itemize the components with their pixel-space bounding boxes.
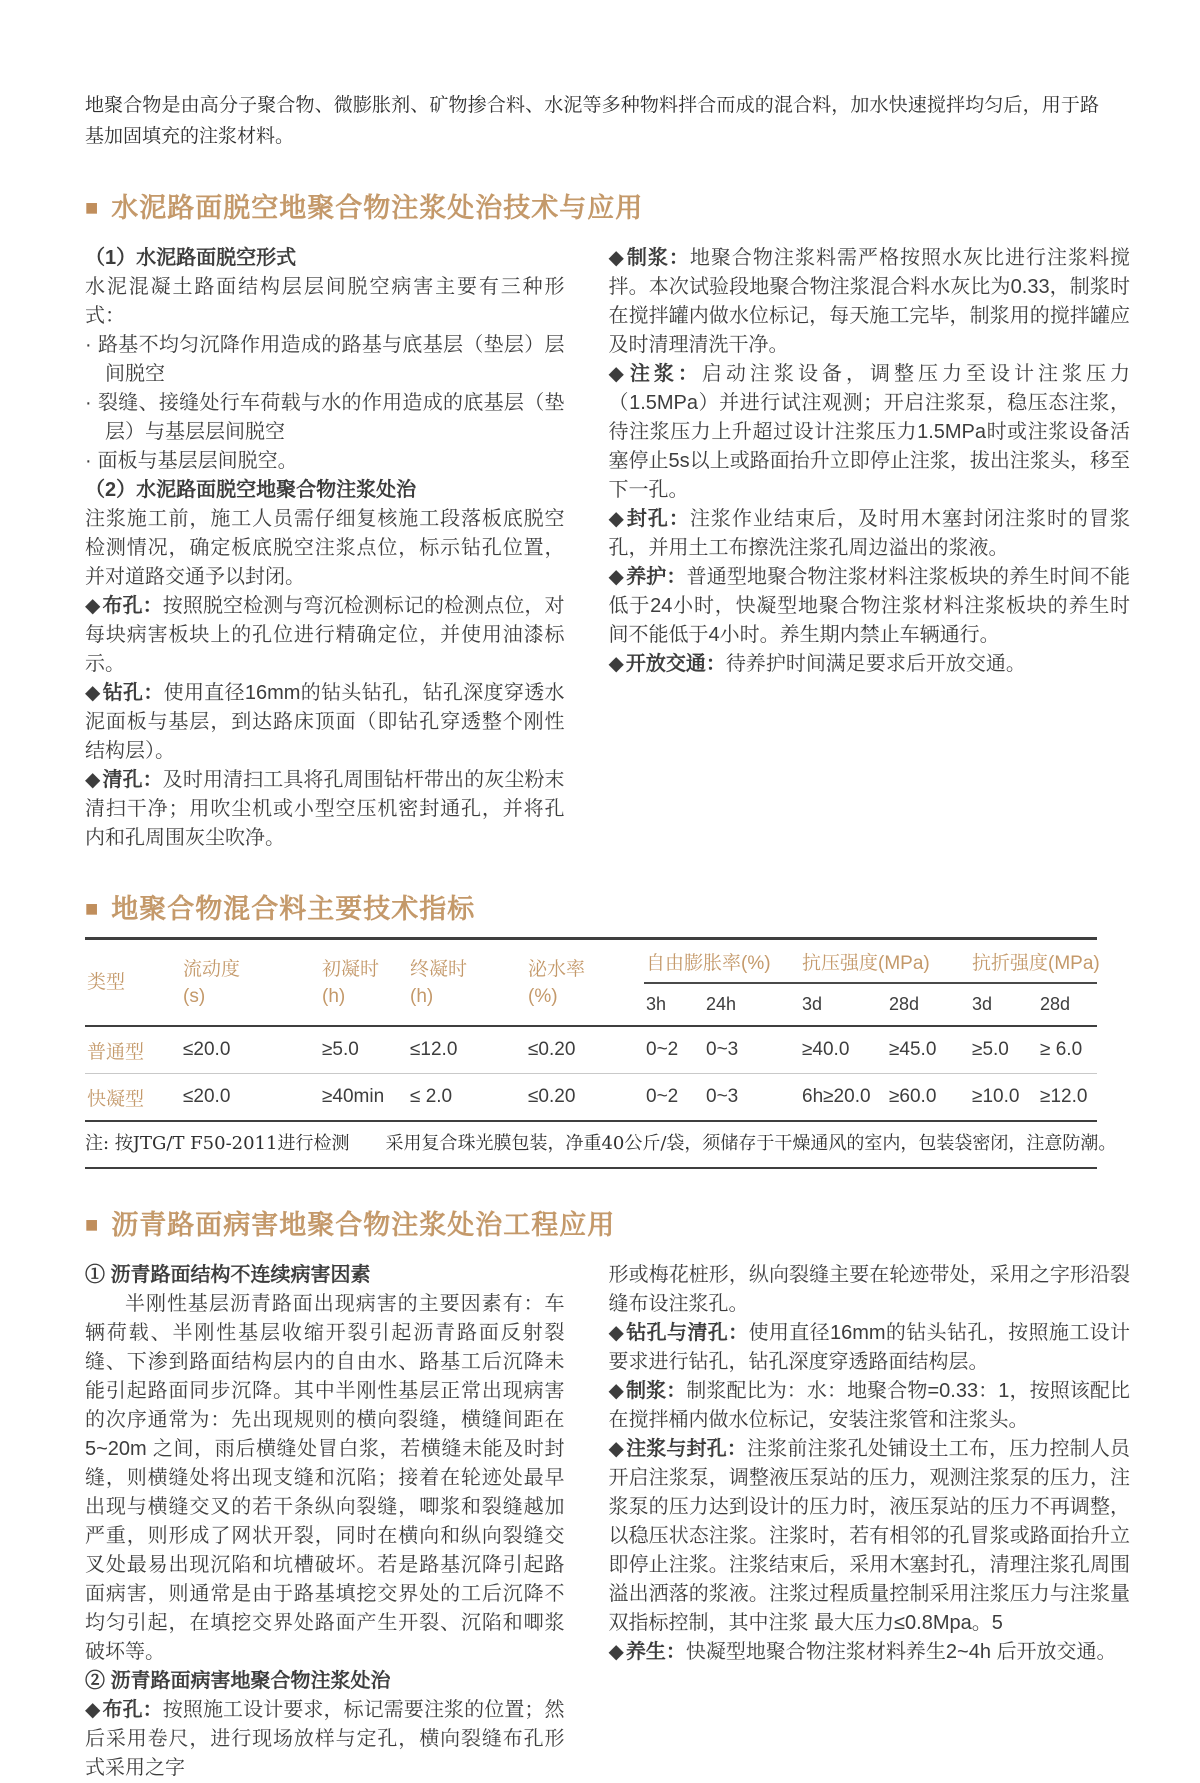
procedure-item — [85, 679, 565, 766]
section-title: 沥青路面病害地聚合物注浆处治工程应用 — [111, 1210, 616, 1240]
diamond-icon: ◆ — [608, 508, 625, 530]
procedure-text: 使用直径16mm的钻头钻孔，钻孔深度穿透水泥面板与基层，到达路床顶面（即钻孔穿透整个刚性结构层）。 — [85, 682, 565, 762]
procedure-label: 开放交通： — [625, 653, 726, 675]
diamond-icon: ◆ — [608, 1322, 625, 1344]
list-item-text: 裂缝、接缝处行车荷载与水的作用造成的底基层（垫层）与基层层间脱空 — [97, 392, 565, 443]
procedure-item — [609, 505, 1130, 563]
diamond-icon: ◆ — [608, 247, 625, 269]
procedure-text: 按照脱空检测与弯沉检测标记的检测点位，对每块病害板块上的孔位进行精确定位，并使用油漆标示。 — [85, 595, 565, 675]
table-cell: 0~2 — [644, 1026, 704, 1074]
diamond-icon: ◆ — [85, 595, 101, 617]
procedure-item — [609, 1319, 1130, 1377]
list-item-text: 路基不均匀沉降作用造成的路基与底基层（垫层）层间脱空 — [97, 334, 565, 385]
procedure-item — [609, 244, 1130, 360]
table-note: 注: 按JTG/T F50-2011进行检测 采用复合珠光膜包装，净重40公斤/袋，须储存于干燥通风的室内，包装袋密闭，注意防潮。 — [85, 1122, 1097, 1169]
spec-table-block — [85, 937, 1117, 1169]
section-title: 水泥路面脱空地聚合物注浆处治技术与应用 — [111, 193, 644, 223]
procedure-text: 按照施工设计要求，标记需要注浆的位置；然后采用卷尺，进行现场放样与定孔，横向裂缝布孔形式采用之字 — [85, 1699, 565, 1779]
subheading-distress-factors: ① 沥青路面结构不连续病害因素 — [85, 1264, 371, 1286]
table-cell: ≥5.0 — [320, 1026, 408, 1074]
procedure-item — [609, 360, 1130, 505]
procedure-label: 养生： — [625, 1641, 686, 1663]
procedure-label: 制浆： — [626, 247, 690, 269]
intro-paragraph: 地聚合物是由高分子聚合物、微膨胀剂、矿物掺合料、水泥等多种物料拌合而成的混合料，加水快速搅拌均匀后，用于路基加固填充的注浆材料。 — [85, 94, 1099, 147]
diamond-icon: ◆ — [608, 566, 625, 588]
diamond-icon: ◆ — [608, 363, 628, 385]
procedure-item — [609, 1435, 1130, 1638]
table-cell: ≤0.20 — [526, 1026, 644, 1074]
diamond-icon: ◆ — [608, 653, 624, 675]
procedure-item — [609, 1638, 1130, 1667]
table-cell: ≥12.0 — [1038, 1074, 1097, 1122]
section1-left-column — [85, 244, 565, 853]
square-bullet-icon: ■ — [85, 1212, 100, 1237]
diamond-icon: ◆ — [85, 1699, 101, 1721]
table-cell: ≥40.0 — [800, 1026, 887, 1074]
table-cell: ≤0.20 — [526, 1074, 644, 1122]
subheading-asphalt-grouting: ② 沥青路面病害地聚合物注浆处治 — [85, 1670, 391, 1692]
procedure-label: 封孔： — [626, 508, 690, 530]
procedure-text: 注浆前注浆孔处铺设土工布，压力控制人员开启注浆泵，调整液压泵站的压力，观测注浆泵的压力，注浆泵的压力达到设计的压力时，液压泵站的压力不再调整，以稳压状态注浆。注浆时，若有相邻的孔冒浆或路面抬升立即停止注浆。注浆结束后，采用木塞封孔，清理注浆孔周围溢出洒落的浆液。注浆过程质量控制采用注浆压力与注浆量双指标控制，其中注浆 最大压力≤0.8Mpa。5 — [608, 1438, 1130, 1634]
table-group-header: 抗压强度(MPa) — [800, 939, 970, 984]
diamond-icon: ◆ — [608, 1438, 625, 1460]
section1-right-column — [609, 244, 1130, 853]
table-cell: ≤ 2.0 — [408, 1074, 526, 1122]
procedure-item — [609, 563, 1130, 650]
table-group-header: 自由膨胀率(%) — [644, 939, 800, 984]
row-type-cell: 普通型 — [85, 1026, 181, 1074]
table-cell: ≥10.0 — [970, 1074, 1038, 1122]
table-subheader-cell: 28d — [1038, 983, 1097, 1026]
table-subheader-cell: 28d — [887, 983, 970, 1026]
diamond-icon: ◆ — [608, 1641, 624, 1663]
procedure-label: 清孔： — [102, 769, 163, 791]
paragraph: 半刚性基层沥青路面出现病害的主要因素有：车辆荷载、半刚性基层收缩开裂引起沥青路面反射裂缝、下渗到路面结构层内的自由水、路基工后沉降未能引起路面同步沉降。其中半刚性基层正常出现病害的次序通常为：先出现规则的横向裂缝，横缝间距在 5~20m 之间，雨后横缝处冒白浆，若横缝未能及时封缝，则横缝处将出现支缝和沉陷；接着在轮迹处最早出现与横缝交叉的若干条纵向裂缝，唧浆和裂缝越加严重，则形成了网状开裂，同时在横向和纵向裂缝交叉处最易出现沉陷和坑槽破坏。若是路基沉降引起路面病害，则通常是由于路基填挖交界处的工后沉降不均匀引起，在填挖交界处路面产生开裂、沉陷和唧浆破坏等。 — [85, 1293, 565, 1663]
dot-bullet-icon: · — [85, 392, 92, 414]
table-subheader-cell: 24h — [704, 983, 800, 1026]
procedure-label: 布孔： — [102, 595, 163, 617]
table-cell: ≤12.0 — [408, 1026, 526, 1074]
table-cell: ≥ 6.0 — [1038, 1026, 1097, 1074]
table-header-cell: 泌水率 (%) — [526, 939, 644, 1027]
section3-columns — [85, 1261, 1130, 1783]
table-subheader-cell: 3d — [800, 983, 887, 1026]
procedure-item — [85, 766, 565, 853]
procedure-text: 及时用清扫工具将孔周围钻杆带出的灰尘粉末清扫干净；用吹尘机或小型空压机密封通孔，并将孔内和孔周围灰尘吹净。 — [85, 769, 565, 849]
dot-bullet-icon: · — [85, 334, 92, 356]
table-cell: ≥45.0 — [887, 1026, 970, 1074]
procedure-item — [85, 592, 565, 679]
table-cell: ≥60.0 — [887, 1074, 970, 1122]
section-heading-technical-indicators — [85, 891, 1130, 929]
subheading-void-forms: （1）水泥路面脱空形式 — [85, 247, 297, 269]
list-item — [85, 389, 565, 447]
procedure-text: 待养护时间满足要求后开放交通。 — [725, 653, 1026, 675]
row-type-cell: 快凝型 — [85, 1074, 181, 1122]
procedure-label: 钻孔与清孔： — [626, 1322, 749, 1344]
procedure-label: 制浆： — [626, 1380, 687, 1402]
procedure-text: 启动注浆设备，调整压力至设计注浆压力（1.5MPa）并进行试注观测；开启注浆泵，稳压态注浆，待注浆压力上升超过设计注浆压力1.5MPa时或注浆设备活塞停止5s以上或路面抬升立即停止注浆，拔出注浆头，移至下一孔。 — [608, 363, 1130, 501]
subheading-grouting-treatment: （2）水泥路面脱空地聚合物注浆处治 — [85, 479, 417, 501]
table-cell: ≥40min — [320, 1074, 408, 1122]
table-row — [85, 1074, 1097, 1122]
square-bullet-icon: ■ — [85, 896, 100, 921]
procedure-text: 使用直径16mm的钻头钻孔，按照施工设计要求进行钻孔，钻孔深度穿透路面结构层。 — [608, 1322, 1131, 1373]
paragraph: 水泥混凝土路面结构层层间脱空病害主要有三种形式： — [85, 276, 565, 327]
table-header-cell: 初凝时 (h) — [320, 939, 408, 1027]
table-cell: 0~2 — [644, 1074, 704, 1122]
procedure-text: 快凝型地聚合物注浆材料养生2~4h 后开放交通。 — [685, 1641, 1117, 1663]
table-header-cell: 终凝时 (h) — [408, 939, 526, 1027]
spec-table — [85, 937, 1100, 1122]
table-cell: 0~3 — [704, 1026, 800, 1074]
procedure-text: 普通型地聚合物注浆材料注浆板块的养生时间不能低于24小时，快凝型地聚合物注浆材料注浆板块的养生时间不能低于4小时。养生期内禁止车辆通行。 — [608, 566, 1131, 646]
procedure-item — [609, 650, 1130, 679]
list-item-text: 面板与基层层间脱空。 — [97, 450, 298, 472]
table-subheader-cell: 3h — [644, 983, 704, 1026]
list-item — [85, 331, 565, 389]
table-group-header: 抗折强度(MPa) — [970, 939, 1097, 984]
table-row — [85, 1026, 1097, 1074]
procedure-text: 制浆配比为：水：地聚合物=0.33：1，按照该配比在搅拌桶内做水位标记，安装注浆管和注浆头。 — [608, 1380, 1130, 1431]
procedure-label: 养护： — [626, 566, 687, 588]
procedure-label: 注浆与封孔： — [626, 1438, 748, 1460]
list-item — [85, 447, 565, 476]
procedure-item — [85, 1696, 565, 1783]
procedure-text: 注浆作业结束后，及时用木塞封闭注浆时的冒浆孔，并用土工布擦洗注浆孔周边溢出的浆液。 — [608, 508, 1130, 559]
paragraph: 形或梅花桩形，纵向裂缝主要在轮迹带处，采用之字形沿裂缝布设注浆孔。 — [608, 1264, 1130, 1315]
square-bullet-icon: ■ — [85, 195, 100, 220]
dot-bullet-icon: · — [85, 450, 92, 472]
section1-columns — [85, 244, 1130, 853]
procedure-label: 布孔： — [102, 1699, 163, 1721]
diamond-icon: ◆ — [608, 1380, 624, 1402]
table-cell: 0~3 — [704, 1074, 800, 1122]
procedure-item — [609, 1377, 1130, 1435]
table-cell: ≥5.0 — [970, 1026, 1038, 1074]
table-header-cell: 流动度 (s) — [181, 939, 320, 1027]
procedure-text: 地聚合物注浆料需严格按照水灰比进行注浆料搅拌。本次试验段地聚合物注浆混合料水灰比为0.33，制浆时在搅拌罐内做水位标记，每天施工完毕，制浆用的搅拌罐应及时清理清洗干净。 — [608, 247, 1130, 356]
diamond-icon: ◆ — [85, 682, 101, 704]
table-cell: 6h≥20.0 — [800, 1074, 887, 1122]
table-header-cell: 类型 — [85, 939, 181, 1027]
section3-left-column — [85, 1261, 565, 1783]
section3-right-column — [609, 1261, 1130, 1783]
diamond-icon: ◆ — [85, 769, 101, 791]
section-heading-cement-pavement — [85, 190, 1130, 228]
paragraph: 注浆施工前，施工人员需仔细复核施工段落板底脱空检测情况，确定板底脱空注浆点位，标示钻孔位置，并对道路交通予以封闭。 — [85, 508, 565, 588]
section-title: 地聚合物混合料主要技术指标 — [111, 894, 476, 924]
section-heading-asphalt-pavement — [85, 1207, 1130, 1245]
table-cell: ≤20.0 — [181, 1074, 320, 1122]
procedure-label: 钻孔： — [102, 682, 164, 704]
table-subheader-cell: 3d — [970, 983, 1038, 1026]
table-cell: ≤20.0 — [181, 1026, 320, 1074]
procedure-label: 注浆： — [629, 363, 702, 385]
